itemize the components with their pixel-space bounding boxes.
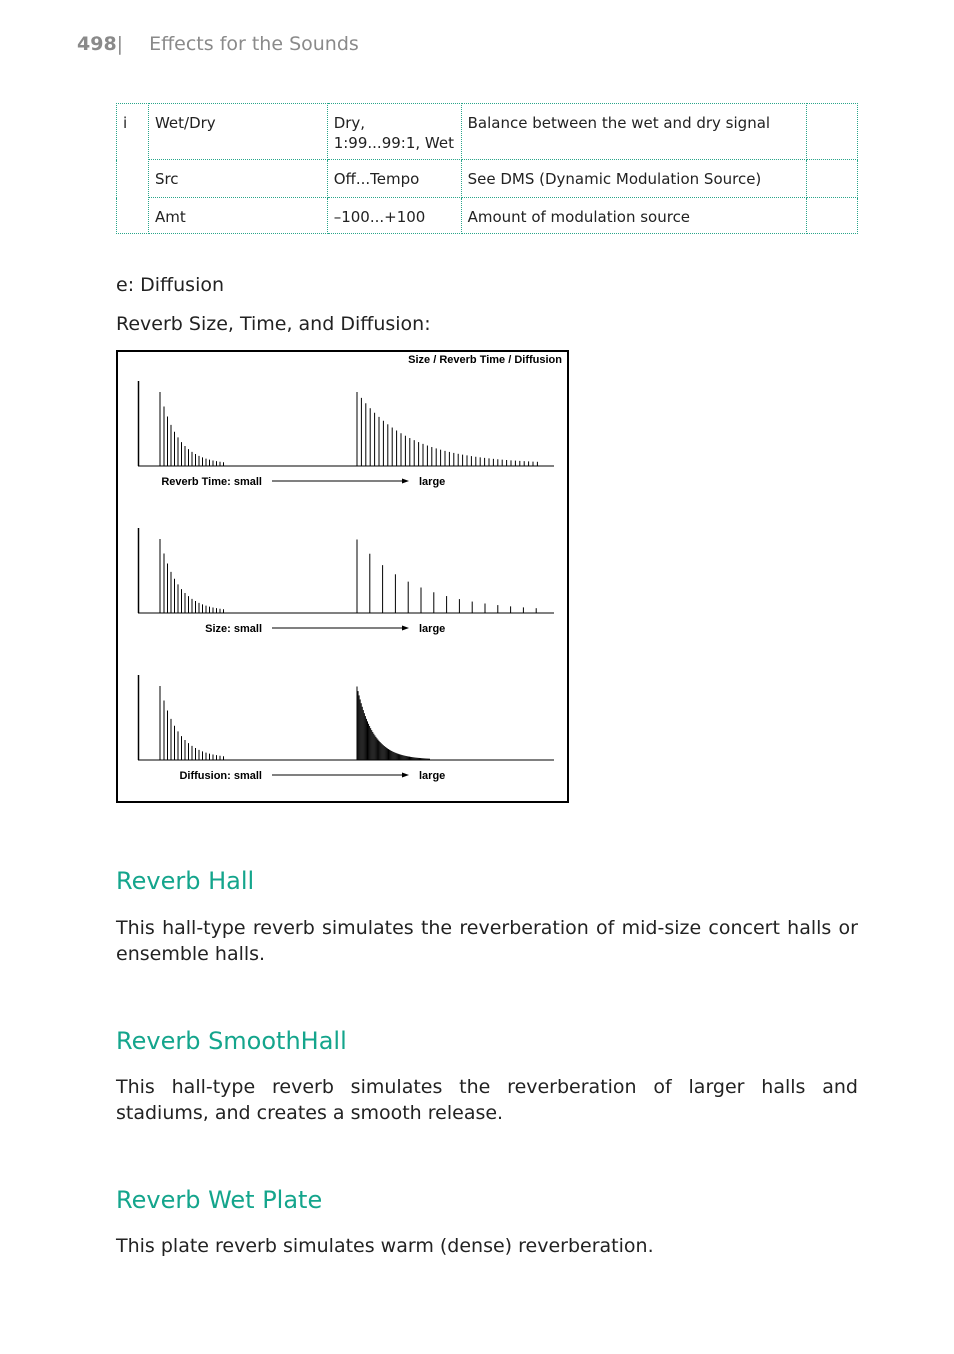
section-body: This plate reverb simulates warm (dense) reverberation. [116,1235,654,1257]
header-title: Effects for the Sounds [149,33,359,55]
param-description: Balance between the wet and dry signal [461,104,806,160]
label-small: Reverb Time: small [161,476,262,488]
table-row [117,198,858,234]
param-name: Src [148,160,327,198]
label-large: large [419,623,446,635]
param-description: See DMS (Dynamic Modulation Source) [461,160,806,198]
figure-title: Size / Reverb Time / Diffusion [408,354,562,366]
table-row [117,104,858,160]
subsection-heading: e: Diffusion [116,274,225,296]
section-title: Reverb Hall [116,867,255,895]
page-header [77,33,359,55]
param-range: Dry, 1:99...99:1, Wet [327,104,461,160]
figure-frame [117,351,568,802]
section-title: Reverb Wet Plate [116,1186,323,1214]
label-large: large [419,476,446,488]
label-large: large [419,770,446,782]
param-name: Wet/Dry [148,104,327,160]
page-number: 498 [77,33,117,55]
param-key: i [117,104,149,234]
label-small: Size: small [205,623,262,635]
header-separator: | [116,33,124,55]
diffusion-figure [116,350,569,803]
section-body: This hall-type reverb simulates the reverberation of mid-size concert halls or ensemble halls. [116,917,858,965]
param-extra [807,160,858,198]
param-name: Amt [148,198,327,234]
table-row [117,160,858,198]
param-extra [807,198,858,234]
label-small: Diffusion: small [179,770,262,782]
param-range: Off...Tempo [327,160,461,198]
param-extra [807,104,858,160]
param-range: –100...+100 [327,198,461,234]
param-description: Amount of modulation source [461,198,806,234]
section-body: This hall-type reverb simulates the reverberation of larger halls and stadiums, and creates a smooth release. [116,1076,858,1124]
parameter-table [116,103,858,234]
figure-intro: Reverb Size, Time, and Diffusion: [116,313,431,335]
section-title: Reverb SmoothHall [116,1027,347,1055]
